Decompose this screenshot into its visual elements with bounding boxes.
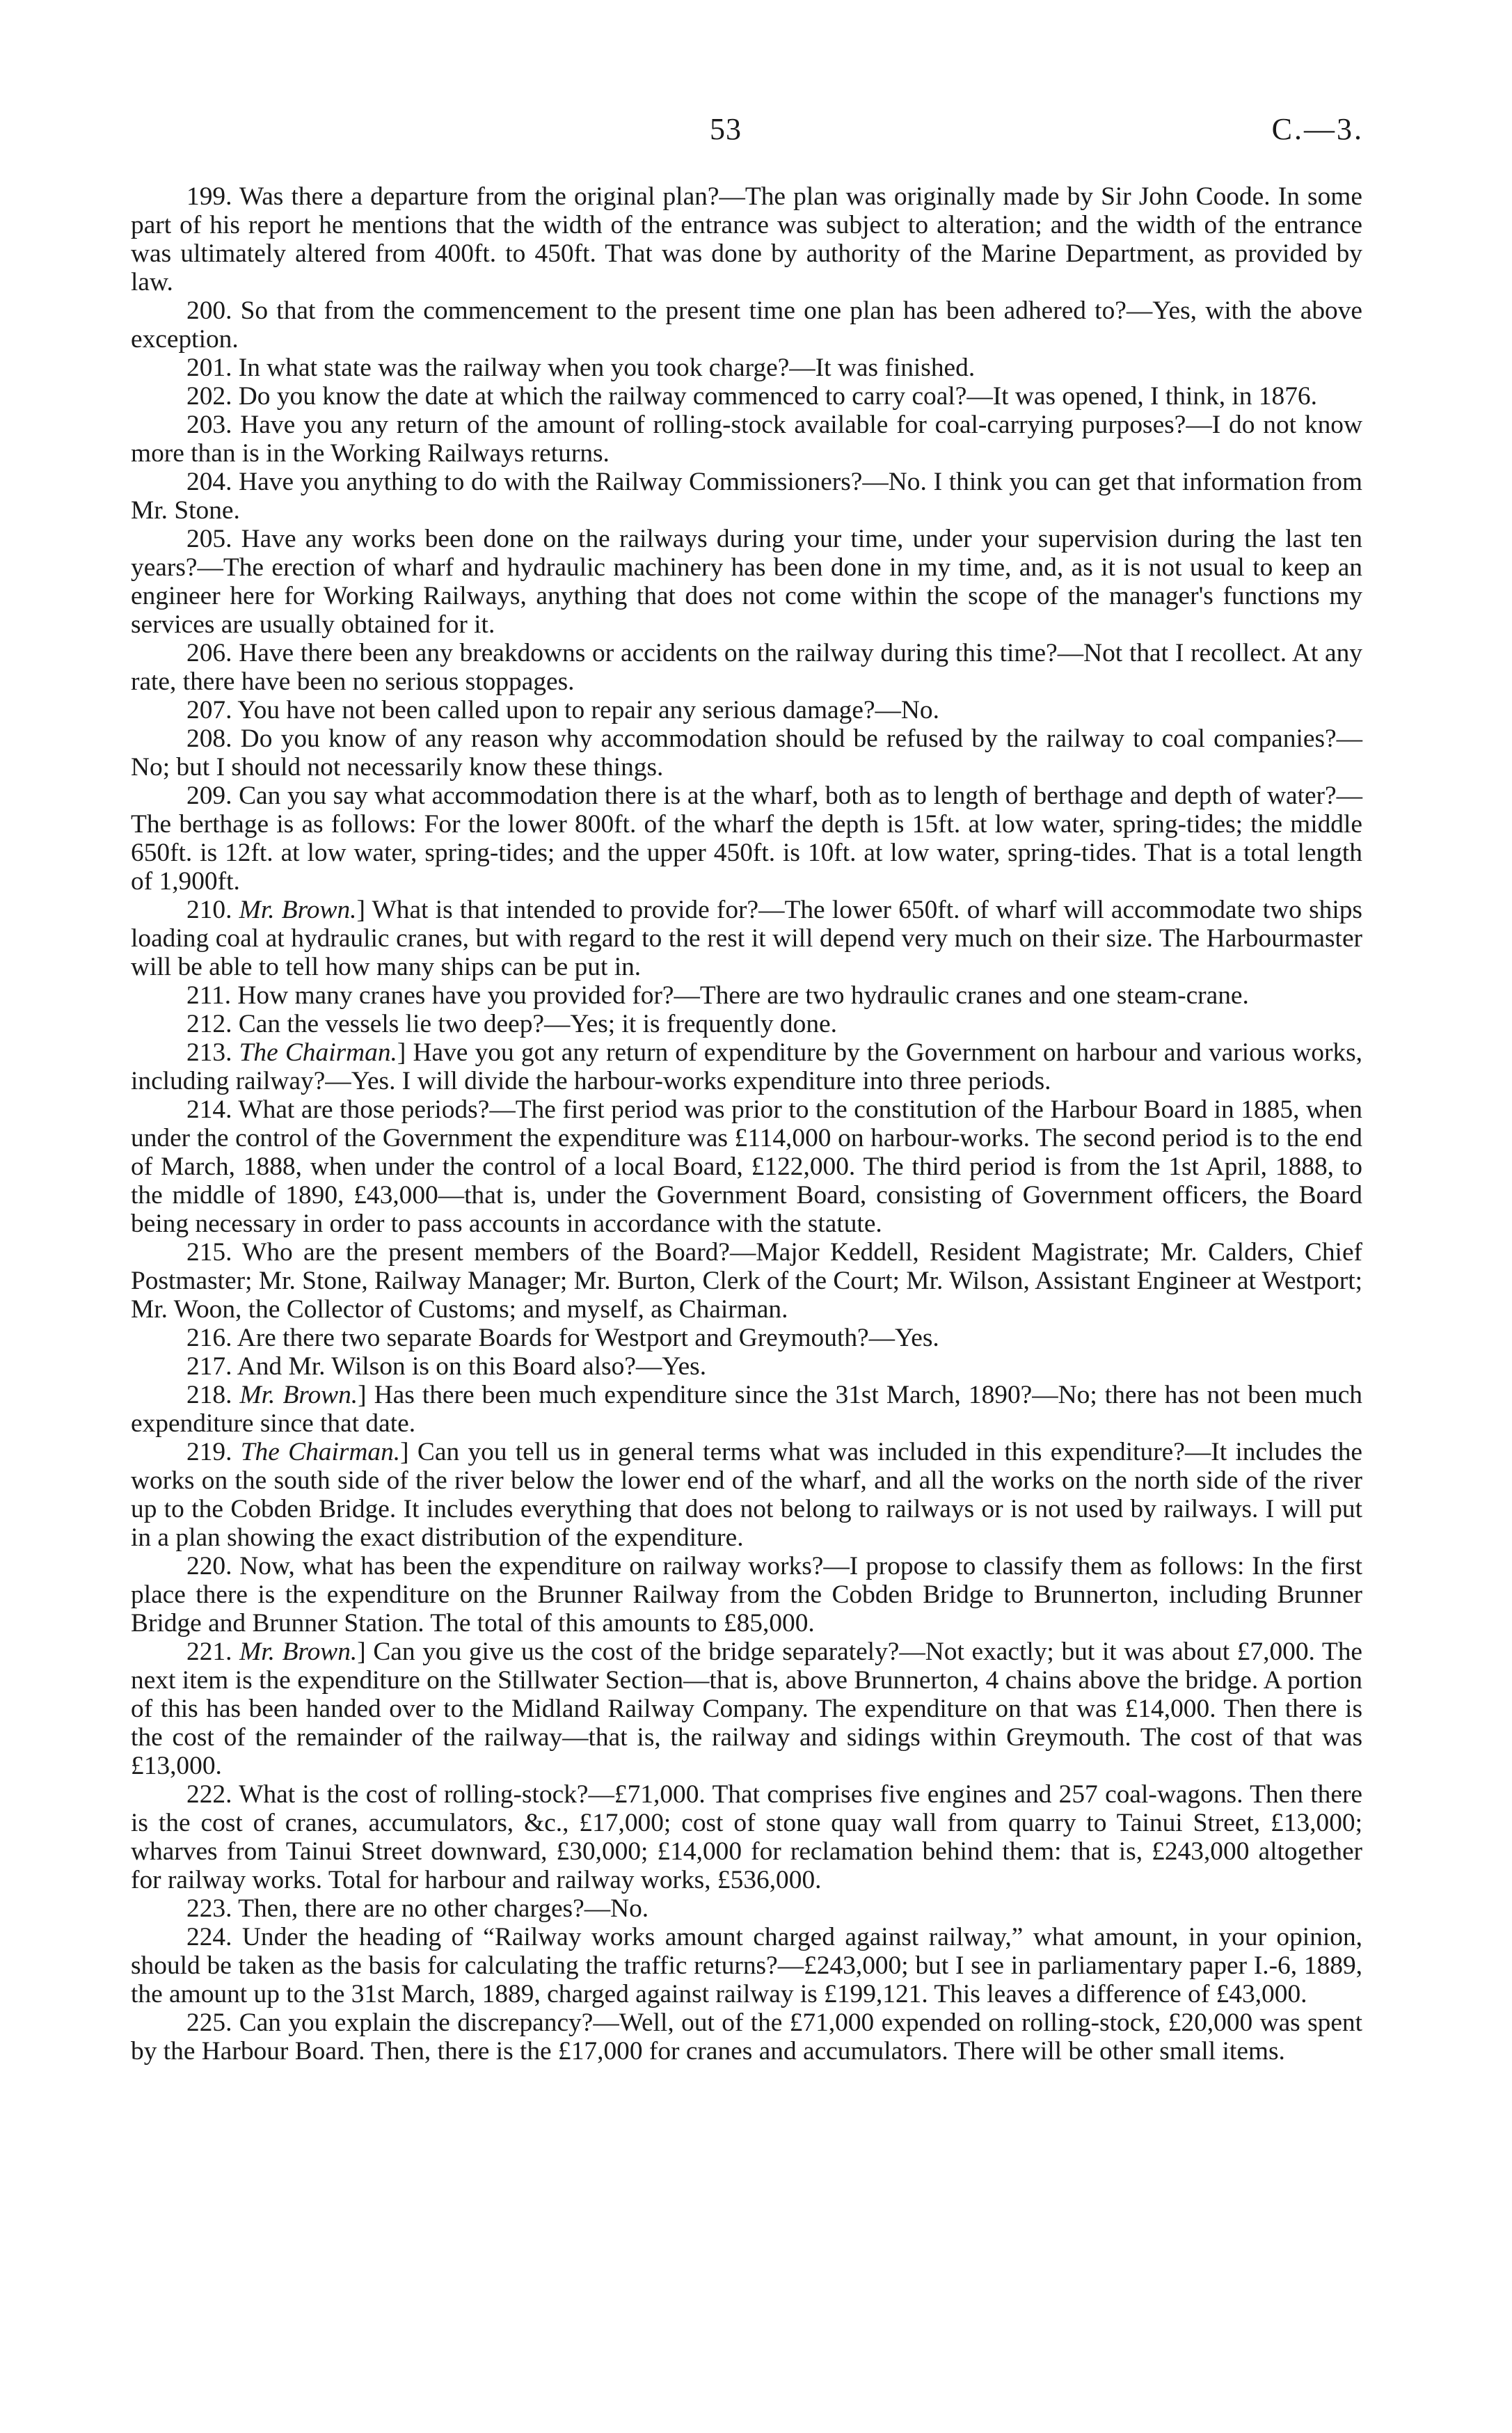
- qa-text: ] What is that intended to provide for?—The lower 650ft. of wharf will accommodate two ships loading coal at hydraulic cranes, but with regard to the rest it will depend very much on their size. The Harbourmaster will be able to tell how many ships can be put in.: [131, 896, 1362, 981]
- question-number: 219.: [186, 1438, 241, 1466]
- qa-text: 209. Can you say what accommodation there is at the wharf, both as to length of berthage and depth of water?—The berthage is as follows: For the lower 800ft. of the wharf the depth is 15ft. at low water, spring-tides; the middle 650ft. is 12ft. at low water, spring-tides; and the upper 450ft. is 10ft. at low water, spring-tides. That is a total length of 1,900ft.: [131, 782, 1362, 896]
- qa-paragraph: [131, 1038, 1362, 1095]
- qa-paragraph: [131, 525, 1362, 639]
- qa-paragraph: [131, 468, 1362, 525]
- qa-paragraph: [131, 639, 1362, 696]
- speaker-name: The Chairman.: [239, 1038, 397, 1067]
- qa-text: 216. Are there two separate Boards for Westport and Greymouth?—Yes.: [186, 1324, 939, 1352]
- qa-text: 199. Was there a departure from the original plan?—The plan was originally made by Sir John Coode. In some part of his report he mentions that the width of the entrance was subject to alteration; and the width of the entrance was ultimately altered from 400ft. to 450ft. That was done by authority of the Marine Department, as provided by law.: [131, 182, 1362, 296]
- qa-paragraph: [131, 1095, 1362, 1238]
- qa-paragraph: [131, 1438, 1362, 1552]
- qa-paragraph: [131, 1238, 1362, 1324]
- speaker-name: Mr. Brown.: [239, 1381, 358, 1409]
- qa-text: ] Has there been much expenditure since the 31st March, 1890?—No; there has not been much expenditure since that date.: [131, 1381, 1363, 1438]
- qa-text: 225. Can you explain the discrepancy?—Well, out of the £71,000 expended on rolling-stock, £20,000 was spent by the Harbour Board. Then, there is the £17,000 for cranes and accumulators. There will be other small items.: [131, 2008, 1362, 2066]
- qa-text: 224. Under the heading of “Railway works amount charged against railway,” what amount, in your opinion, should be taken as the basis for calculating the traffic returns?—£243,000; but I see in parliamentary paper I.-6, 1889, the amount up to the 31st March, 1889, charged against railway is £199,121. This leaves a difference of £43,000.: [131, 1923, 1362, 2008]
- qa-paragraph: [131, 182, 1362, 296]
- page-number: 53: [710, 112, 742, 146]
- qa-paragraph: [131, 724, 1362, 782]
- qa-paragraph: [131, 981, 1362, 1010]
- speaker-name: The Chairman.: [240, 1438, 401, 1466]
- qa-text: 205. Have any works been done on the railways during your time, under your supervision during the last ten years?—The erection of wharf and hydraulic machinery has been done in my time, and, as it is not usual to keep an engineer here for Working Railways, anything that does not come within the scope of the manager's functions my services are usually obtained for it.: [131, 525, 1362, 639]
- qa-text: 214. What are those periods?—The first period was prior to the constitution of the Harbour Board in 1885, when under the control of the Government the expenditure was £114,000 on harbour-works. The second period is to the end of March, 1888, when under the control of a local Board, £122,000. The third period is from the 1st April, 1888, to the middle of 1890, £43,000—that is, under the Government Board, consisting of Government officers, the Board being necessary in order to pass accounts in accordance with the statute.: [131, 1095, 1362, 1238]
- qa-text: 223. Then, there are no other charges?—No.: [186, 1894, 649, 1923]
- qa-paragraph: [131, 1894, 1362, 1923]
- qa-paragraph: [131, 1352, 1362, 1381]
- qa-text: ] Can you tell us in general terms what was included in this expenditure?—It includes the works on the south side of the river below the lower end of the wharf, and all the works on the north side of the river up to the Cobden Bridge. It includes everything that does not belong to railways or is not used by railways. I will put in a plan showing the exact distribution of the expenditure.: [131, 1438, 1362, 1552]
- qa-text: ] Can you give us the cost of the bridge separately?—Not exactly; but it was about £7,000. The next item is the expenditure on the Stillwater Section—that is, above Brunnerton, 4 chains above the bridge. A portion of this has been handed over to the Midland Railway Company. The expenditure on that was £14,000. Then there is the cost of the remainder of the railway—that is, the railway and sidings within Greymouth. The cost of that was £13,000.: [131, 1638, 1362, 1780]
- qa-text: 206. Have there been any breakdowns or accidents on the railway during this time?—Not that I recollect. At any rate, there have been no serious stoppages.: [131, 639, 1362, 696]
- qa-text: 203. Have you any return of the amount of rolling-stock available for coal-carrying purposes?—I do not know more than is in the Working Railways returns.: [131, 411, 1362, 468]
- qa-text: 215. Who are the present members of the Board?—Major Keddell, Resident Magistrate; Mr. Calders, Chief Postmaster; Mr. Stone, Railway Manager; Mr. Burton, Clerk of the Court; Mr. Wilson, Assistant Engineer at Westport; Mr. Woon, the Collector of Customs; and myself, as Chairman.: [131, 1238, 1362, 1324]
- qa-paragraph: [131, 1324, 1362, 1352]
- qa-paragraph: [131, 1638, 1362, 1780]
- qa-paragraph: [131, 896, 1362, 981]
- qa-text: 217. And Mr. Wilson is on this Board also?—Yes.: [186, 1352, 707, 1381]
- qa-paragraph: [131, 296, 1362, 354]
- qa-paragraph: [131, 411, 1362, 468]
- qa-paragraph: [131, 1010, 1362, 1038]
- qa-text: 211. How many cranes have you provided for?—There are two hydraulic cranes and one steam-crane.: [186, 981, 1249, 1010]
- qa-paragraph: [131, 382, 1362, 411]
- question-number: 210.: [186, 896, 239, 924]
- qa-text: 204. Have you anything to do with the Railway Commissioners?—No. I think you can get that information from Mr. Stone.: [131, 468, 1362, 525]
- qa-paragraph: [131, 696, 1362, 724]
- qa-paragraph: [131, 782, 1362, 896]
- question-number: 213.: [186, 1038, 239, 1067]
- qa-paragraph: [131, 1780, 1362, 1894]
- qa-text: 202. Do you know the date at which the railway commenced to carry coal?—It was opened, I think, in 1876.: [186, 382, 1317, 411]
- qa-text: 220. Now, what has been the expenditure on railway works?—I propose to classify them as follows: In the first place there is the expenditure on the Brunner Railway from the Cobden Bridge to Brunnerton, including Brunner Bridge and Brunner Station. The total of this amounts to £85,000.: [131, 1552, 1362, 1638]
- speaker-name: Mr. Brown.: [239, 896, 357, 924]
- document-reference: C.—3.: [1271, 112, 1364, 146]
- qa-text: 200. So that from the commencement to the present time one plan has been adhered to?—Yes, with the above exception.: [131, 296, 1362, 354]
- qa-text: ] Have you got any return of expenditure by the Government on harbour and various works, including railway?—Yes. I will divide the harbour-works expenditure into three periods.: [131, 1038, 1363, 1095]
- qa-text: 208. Do you know of any reason why accommodation should be refused by the railway to coal companies?—No; but I should not necessarily know these things.: [131, 724, 1362, 782]
- question-number: 218.: [186, 1381, 240, 1409]
- qa-paragraph: [131, 1381, 1362, 1438]
- minutes-of-evidence: [131, 182, 1362, 2066]
- qa-paragraph: [131, 2008, 1362, 2066]
- qa-text: 201. In what state was the railway when you took charge?—It was finished.: [186, 354, 976, 382]
- qa-paragraph: [131, 1923, 1362, 2008]
- speaker-name: Mr. Brown.: [239, 1638, 358, 1666]
- qa-text: 212. Can the vessels lie two deep?—Yes; it is frequently done.: [186, 1010, 837, 1038]
- question-number: 221.: [186, 1638, 240, 1666]
- qa-text: 207. You have not been called upon to repair any serious damage?—No.: [186, 696, 939, 724]
- qa-text: 222. What is the cost of rolling-stock?—£71,000. That comprises five engines and 257 coal-wagons. Then there is the cost of cranes, accumulators, &c., £17,000; cost of stone quay wall from quarry to Tainui Street, £13,000; wharves from Tainui Street downward, £30,000; £14,000 for reclamation behind them: that is, £243,000 altogether for railway works. Total for harbour and railway works, £536,000.: [131, 1780, 1362, 1894]
- qa-paragraph: [131, 1552, 1362, 1638]
- qa-paragraph: [131, 354, 1362, 382]
